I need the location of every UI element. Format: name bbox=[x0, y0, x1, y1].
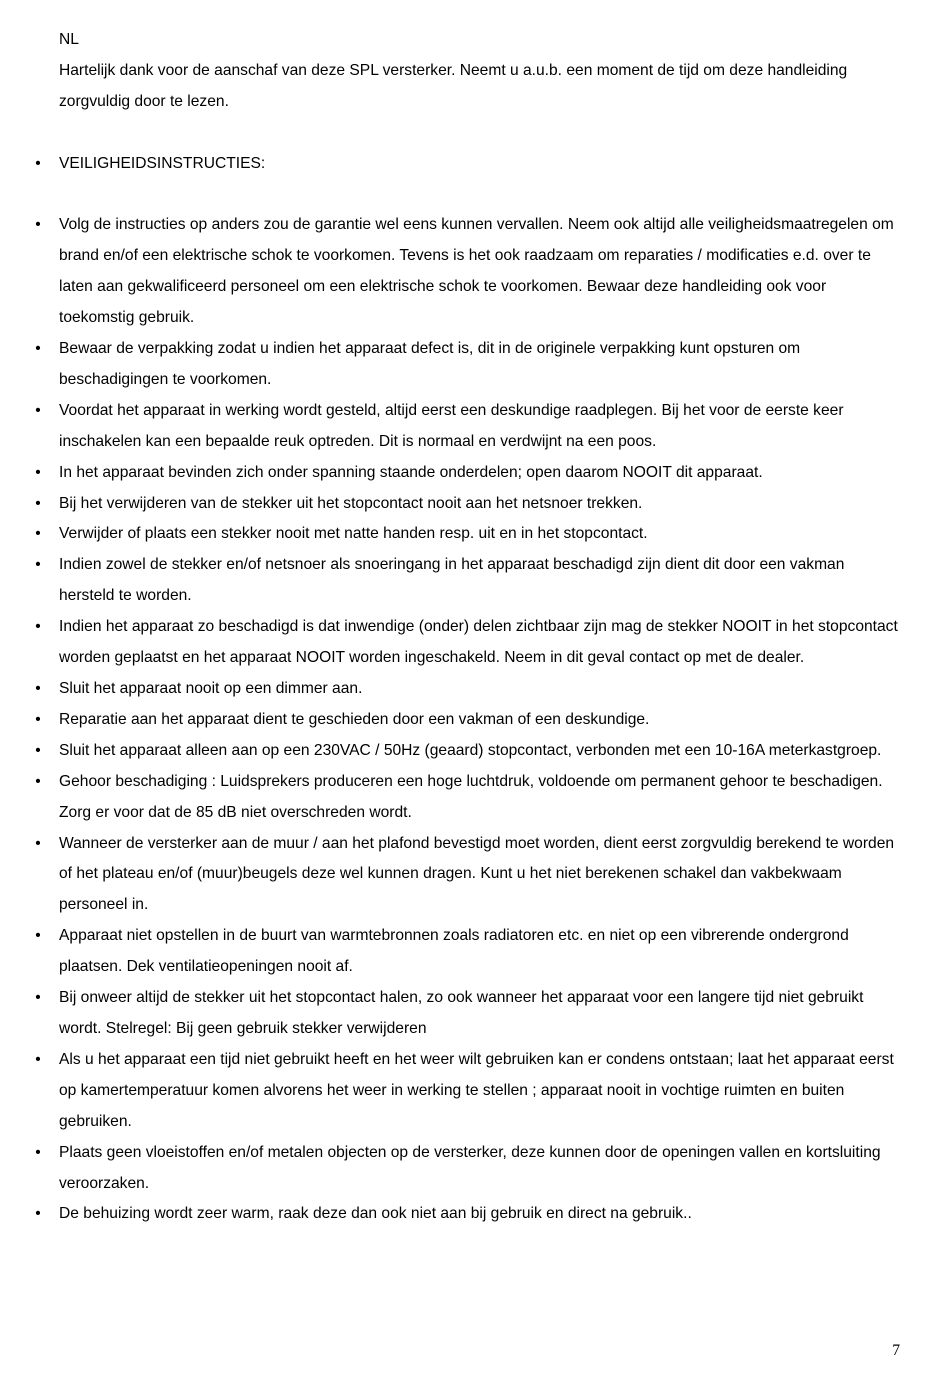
safety-instructions-list bbox=[35, 210, 899, 1230]
bullet-icon: • bbox=[35, 216, 41, 234]
list-item bbox=[35, 210, 899, 334]
bullet-icon: • bbox=[35, 927, 41, 945]
bullet-icon: • bbox=[35, 463, 41, 481]
list-item bbox=[35, 612, 899, 674]
section-heading: VEILIGHEIDSINSTRUCTIES: bbox=[59, 154, 266, 172]
language-code: NL bbox=[59, 31, 79, 48]
bullet-icon: • bbox=[35, 772, 41, 790]
list-item-text: Volg de instructies op anders zou de garantie wel eens kunnen vervallen. Neem ook altijd alle veiligheidsmaatregelen om brand en/of een elektrische schok te voorkomen. Tevens is het ook raadzaam om reparaties / modificaties e.d. over te laten aan gekwalificeerd personeel om een elektrische schok te voorkomen. Bewaar deze handleiding ook voor toekomstig gebruik. bbox=[59, 216, 894, 327]
bullet-icon: • bbox=[35, 834, 41, 852]
list-item bbox=[35, 705, 899, 736]
bullet-icon: • bbox=[35, 741, 41, 759]
list-item-text: Plaats geen vloeistoffen en/of metalen objecten op de versterker, deze kunnen door de openingen vallen en kortsluiting veroorzaken. bbox=[59, 1143, 881, 1192]
list-item-text: Wanneer de versterker aan de muur / aan het plafond bevestigd moet worden, dient eerst zorgvuldig berekend te worden of het plateau en/of (muur)beugels deze wel kunnen dragen. Kunt u het niet berekenen schakel dan vakbekwaam personeel in. bbox=[59, 834, 895, 914]
bullet-icon: • bbox=[35, 401, 41, 419]
list-item bbox=[35, 829, 899, 922]
list-item bbox=[35, 921, 899, 983]
page-content bbox=[35, 25, 899, 1230]
list-item bbox=[35, 983, 899, 1045]
list-item bbox=[35, 767, 899, 829]
list-item-text: De behuizing wordt zeer warm, raak deze dan ook niet aan bij gebruik en direct na gebruik.. bbox=[59, 1205, 692, 1223]
section-heading-item bbox=[35, 149, 899, 180]
list-item bbox=[35, 334, 899, 396]
page-number: 7 bbox=[892, 1342, 900, 1359]
list-item bbox=[35, 736, 899, 767]
list-item-text: Indien zowel de stekker en/of netsnoer als snoeringang in het apparaat beschadigd zijn dient dit door een vakman hersteld te worden. bbox=[59, 556, 845, 605]
list-item bbox=[35, 1045, 899, 1138]
list-item-text: Verwijder of plaats een stekker nooit met natte handen resp. uit en in het stopcontact. bbox=[59, 525, 648, 543]
heading-list bbox=[35, 149, 899, 180]
list-item-text: Bewaar de verpakking zodat u indien het apparaat defect is, dit in de originele verpakking kunt opsturen om beschadigingen te voorkomen. bbox=[59, 340, 801, 388]
list-item bbox=[35, 396, 899, 458]
list-item-text: Bij het verwijderen van de stekker uit het stopcontact nooit aan het netsnoer trekken. bbox=[59, 494, 643, 512]
bullet-icon: • bbox=[35, 494, 41, 512]
intro-text: Hartelijk dank voor de aanschaf van deze SPL versterker. Neemt u a.u.b. een moment de tijd om deze handleiding zorgvuldig door te lezen. bbox=[59, 61, 848, 110]
list-item-text: Sluit het apparaat alleen aan op een 230VAC / 50Hz (geaard) stopcontact, verbonden met een 10-16A meterkastgroep. bbox=[59, 741, 882, 759]
bullet-icon: • bbox=[35, 340, 41, 358]
bullet-icon: • bbox=[35, 1205, 41, 1223]
bullet-icon: • bbox=[35, 710, 41, 728]
bullet-icon: • bbox=[35, 680, 41, 697]
bullet-icon: • bbox=[35, 618, 41, 636]
list-item-text: Bij onweer altijd de stekker uit het stopcontact halen, zo ook wanneer het apparaat voor een langere tijd niet gebruikt wordt. Stelregel: Bij geen gebruik stekker verwijderen bbox=[59, 989, 864, 1037]
list-item-text: Reparatie aan het apparaat dient te geschieden door een vakman of een deskundige. bbox=[59, 710, 650, 728]
bullet-icon: • bbox=[35, 1143, 41, 1161]
list-item-text: In het apparaat bevinden zich onder spanning staande onderdelen; open daarom NOOIT dit apparaat. bbox=[59, 463, 763, 481]
list-item bbox=[35, 1199, 899, 1230]
bullet-icon: • bbox=[35, 154, 41, 172]
list-item-text: Gehoor beschadiging : Luidsprekers produceren een hoge luchtdruk, voldoende om permanent gehoor te beschadigen. Zorg er voor dat de 85 dB niet overschreden wordt. bbox=[59, 772, 883, 821]
spacer bbox=[59, 118, 899, 149]
list-item-text: Voordat het apparaat in werking wordt gesteld, altijd eerst een deskundige raadplegen. Bij het voor de eerste keer inschakelen kan een bepaalde reuk optreden. Dit is normaal en verdwijnt na een poos. bbox=[59, 401, 844, 450]
list-item-text: Als u het apparaat een tijd niet gebruikt heeft en het weer wilt gebruiken kan er condens ontstaan; laat het apparaat eerst op kamertemperatuur komen alvorens het weer in werking te stellen ; apparaat nooit in vochtige ruimten en buiten gebruiken. bbox=[59, 1050, 894, 1130]
bullet-icon: • bbox=[35, 1050, 41, 1068]
bullet-icon: • bbox=[35, 525, 41, 543]
list-item bbox=[35, 550, 899, 612]
list-item-text: Indien het apparaat zo beschadigd is dat inwendige (onder) delen zichtbaar zijn mag de stekker NOOIT in het stopcontact worden geplaatst en het apparaat NOOIT worden ingeschakeld. Neem in dit geval contact op met de dealer. bbox=[59, 618, 898, 667]
list-item bbox=[35, 489, 899, 520]
spacer bbox=[59, 180, 899, 211]
list-item-text: Sluit het apparaat nooit op een dimmer aan. bbox=[59, 680, 363, 697]
bullet-icon: • bbox=[35, 556, 41, 574]
list-item-text: Apparaat niet opstellen in de buurt van warmtebronnen zoals radiatoren etc. en niet op een vibrerende ondergrond plaatsen. Dek ventilatieopeningen nooit af. bbox=[59, 927, 849, 976]
list-item bbox=[35, 674, 899, 705]
list-item bbox=[35, 519, 899, 550]
bullet-icon: • bbox=[35, 989, 41, 1007]
list-item bbox=[35, 1138, 899, 1200]
list-item bbox=[35, 458, 899, 489]
